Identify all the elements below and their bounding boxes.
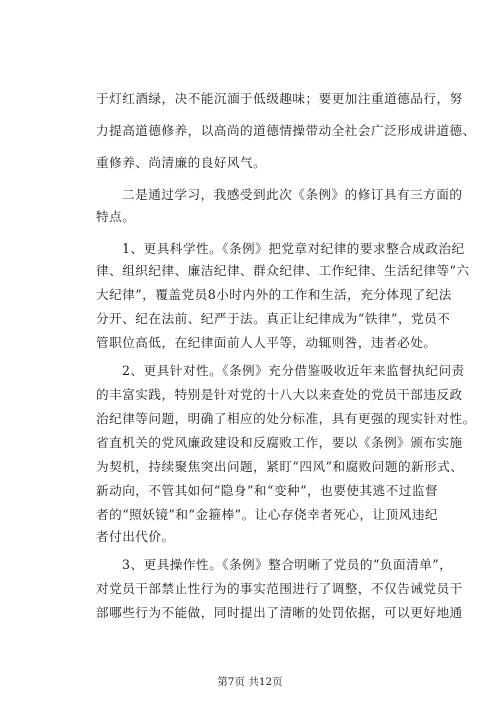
- text-line: 力提高道德修养，以高尚的道德情操带动全社会广泛形成讲道德、: [96, 123, 476, 138]
- text-line: 省直机关的党风廉政建设和反腐败工作，要以《条例》颁布实施: [96, 435, 463, 450]
- text-line: 大纪律”，覆盖党员8小时内外的工作和生活，充分体现了纪法: [96, 287, 452, 302]
- text-line: 新动向，不管其如何“隐身”和“变种”，也要使其逃不过监督: [96, 483, 439, 498]
- text-line: 者付出代价。: [96, 529, 175, 544]
- text-line: 部哪些行为不能做，同时提出了清晰的处罚依据，可以更好地通: [96, 605, 463, 620]
- text-line: 的丰富实践，特别是针对党的十八大以来查处的党员干部违反政: [96, 387, 463, 402]
- text-line: 特点。: [96, 209, 136, 224]
- text-line: 分开、纪在法前、纪严于法。真正让纪律成为“铁律”，党员不: [96, 311, 451, 326]
- text-line: 对党员干部禁止性行为的事实范围进行了调整，不仅告诫党员干: [96, 581, 463, 596]
- paragraph-start-line: 3、更具操作性。《条例》整合明晰了党员的“负面清单”，: [122, 557, 453, 572]
- text-line: 为契机，持续聚焦突出问题，紧盯“四风”和腐败问题的新形式、: [96, 459, 464, 474]
- text-line: 律、组织纪律、廉洁纪律、群众纪律、工作纪律、生活纪律等“六: [96, 263, 470, 278]
- text-line: 于灯红酒绿，决不能沉湎于低级趣味；要更加注重道德品行，努: [96, 91, 463, 106]
- text-line: 管职位高低，在纪律面前人人平等，动辄则咎，违者必处。: [96, 335, 437, 350]
- text-line: 治纪律等问题，明确了相应的处分标准，具有更强的现实针对性。: [96, 411, 476, 426]
- page-number-footer: 第7页 共12页: [217, 676, 283, 688]
- paragraph-start-line: 2、更具针对性。《条例》充分借鉴吸收近年来监督执纪问责: [122, 363, 465, 378]
- paragraph-start-line: 1、更具科学性。《条例》把党章对纪律的要求整合成政治纪: [122, 241, 465, 256]
- paragraph-start-line: 二是通过学习，我感受到此次《条例》的修订具有三方面的: [122, 187, 463, 202]
- text-line: 者的“照妖镜”和“金箍棒”。让心存侥幸者死心，让顶风违纪: [96, 507, 439, 522]
- text-line: 重修养、尚清廉的良好风气。: [96, 155, 267, 170]
